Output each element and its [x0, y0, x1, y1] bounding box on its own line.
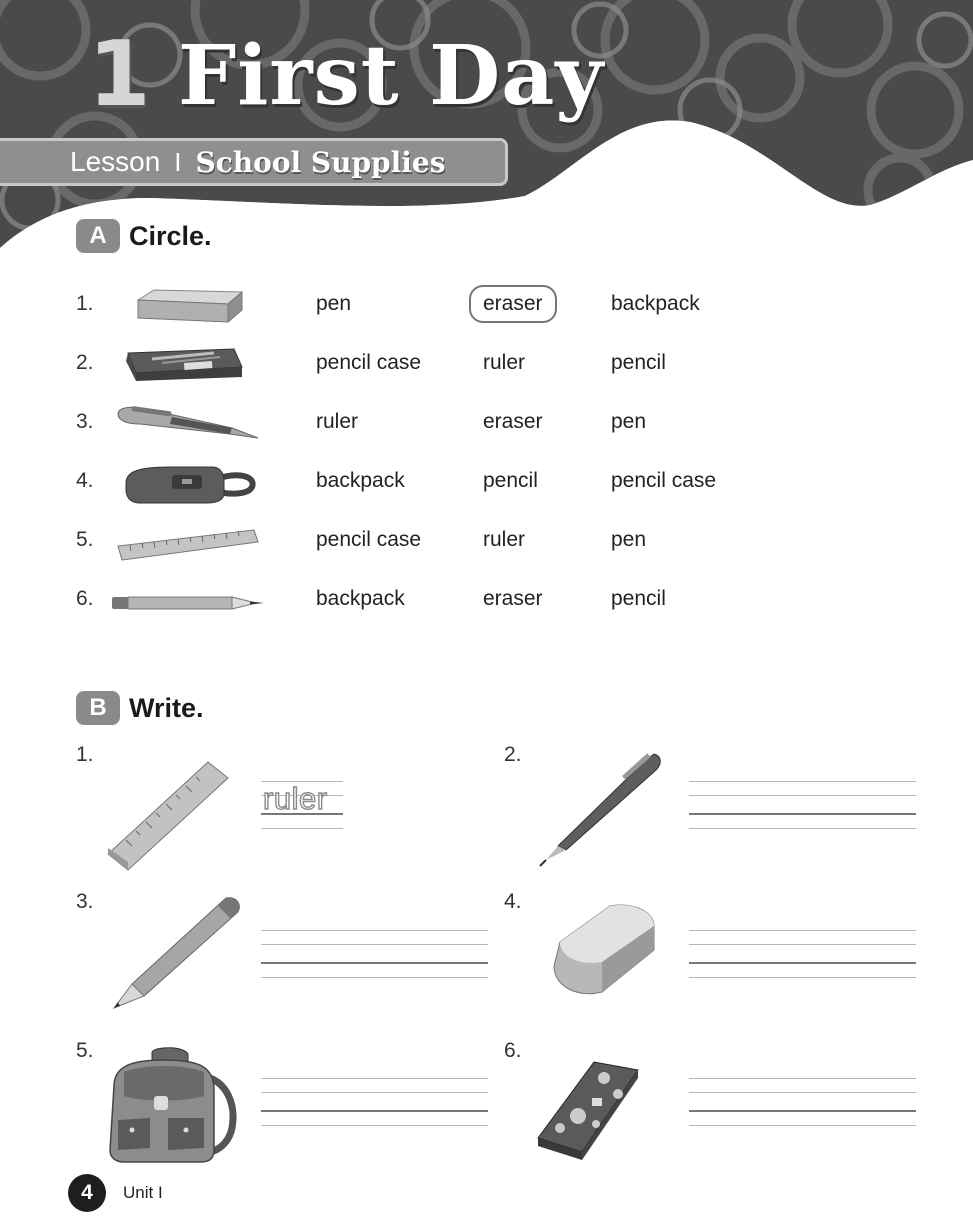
item-number: 4.: [76, 469, 94, 492]
section-a-badge: A: [76, 219, 120, 253]
unit-label: Unit I: [123, 1183, 163, 1202]
circle-item: [0, 461, 973, 501]
item-number: 5.: [76, 1039, 94, 1062]
lesson-label: Lesson: [70, 146, 161, 177]
lesson-bar: [0, 138, 508, 186]
choice-word[interactable]: backpack: [316, 587, 405, 610]
choice-word[interactable]: backpack: [611, 292, 700, 315]
writing-line[interactable]: [689, 930, 916, 978]
circle-item: [0, 579, 973, 619]
choice-word[interactable]: ruler: [316, 410, 359, 433]
item-number: 5.: [76, 528, 94, 551]
eraser-icon: [134, 286, 246, 326]
unit-title: First Day: [178, 28, 605, 124]
item-number: 3.: [76, 890, 94, 913]
choice-word[interactable]: backpack: [316, 469, 405, 492]
choice-word[interactable]: eraser: [483, 410, 543, 433]
section-b-title: Write.: [129, 692, 204, 723]
circle-item: [0, 402, 973, 442]
ruler-icon: [116, 524, 262, 564]
backpack-icon: [104, 1046, 240, 1164]
item-number: 6.: [504, 1039, 522, 1062]
circle-item: [0, 284, 973, 324]
lesson-separator: I: [174, 146, 182, 177]
choice-word[interactable]: pencil case: [316, 351, 422, 374]
choice-word[interactable]: pencil case: [316, 528, 422, 551]
choice-word[interactable]: pencil case: [611, 469, 717, 492]
writing-line[interactable]: [261, 930, 488, 978]
choice-word[interactable]: ruler: [483, 351, 526, 374]
choice-word[interactable]: ruler: [483, 528, 526, 551]
choice-word[interactable]: pencil: [611, 587, 666, 610]
choice-word[interactable]: pen: [611, 410, 647, 433]
writing-line[interactable]: [261, 781, 343, 829]
choice-word[interactable]: eraser: [483, 587, 543, 610]
section-a-title: Circle.: [129, 220, 212, 251]
pencil-icon: [110, 593, 266, 613]
pen-icon: [536, 750, 666, 870]
item-number: 2.: [504, 743, 522, 766]
item-number: 1.: [76, 292, 94, 315]
circle-item: [0, 343, 973, 383]
lesson-title: School Supplies: [195, 145, 446, 179]
pencil-icon: [104, 894, 244, 1018]
pencil-case-icon: [122, 343, 248, 383]
item-number: 6.: [76, 587, 94, 610]
item-number: 1.: [76, 743, 94, 766]
pen-icon: [112, 402, 262, 442]
choice-word[interactable]: pen: [316, 292, 352, 315]
choice-word-circled[interactable]: eraser: [469, 285, 557, 323]
writing-line[interactable]: [689, 1078, 916, 1126]
item-number: 2.: [76, 351, 94, 374]
section-b-header: [76, 691, 204, 725]
writing-line[interactable]: [261, 1078, 488, 1126]
traced-answer: ruler: [263, 781, 328, 816]
circle-item: [0, 520, 973, 560]
ruler-icon: [104, 760, 232, 872]
pencil-case-icon: [534, 1058, 646, 1162]
item-number: 4.: [504, 890, 522, 913]
page-number: 4: [68, 1174, 106, 1212]
section-b-badge: B: [76, 691, 120, 725]
section-a-header: [76, 219, 212, 253]
choice-word[interactable]: pencil: [483, 469, 538, 492]
page-footer: [68, 1174, 163, 1212]
item-number: 3.: [76, 410, 94, 433]
eraser-icon: [550, 902, 660, 998]
choice-word[interactable]: pencil: [611, 351, 666, 374]
choice-word[interactable]: pen: [611, 528, 647, 551]
writing-line[interactable]: [689, 781, 916, 829]
unit-number: 1: [88, 22, 151, 127]
backpack-icon: [120, 461, 260, 505]
